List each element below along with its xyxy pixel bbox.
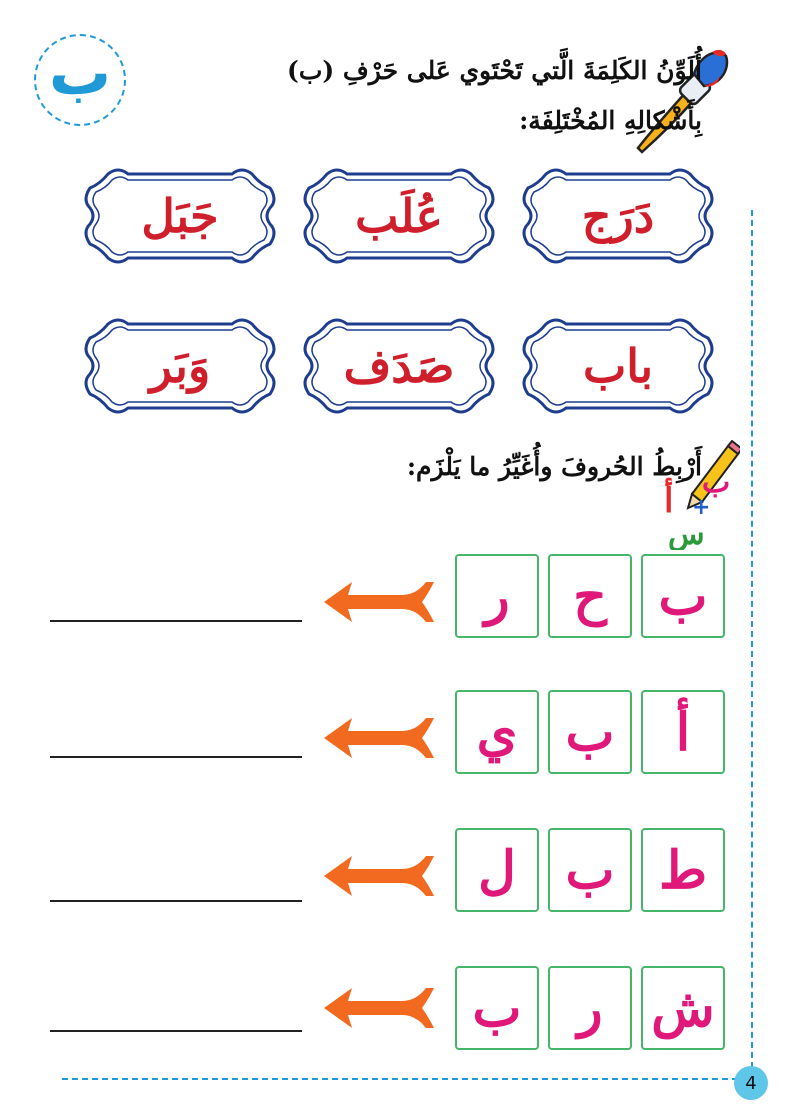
instruction-connect-letters: أَرْبِطُ الحُروفَ وأُغَيِّرُ ما يَلْزَم: xyxy=(406,452,702,481)
word-card[interactable] xyxy=(520,166,716,266)
arrow-left-icon xyxy=(322,854,434,898)
answer-line[interactable] xyxy=(50,1030,302,1032)
word-card[interactable] xyxy=(82,166,278,266)
word-text: دَرَج xyxy=(581,189,655,243)
horizontal-dashed-guide xyxy=(62,1078,738,1080)
word-card[interactable] xyxy=(520,316,716,416)
word-card[interactable] xyxy=(82,316,278,416)
letter-box: ب xyxy=(548,690,632,774)
pencil-letter-3: أ xyxy=(664,481,674,521)
answer-line[interactable] xyxy=(50,900,302,902)
letter-box: ط xyxy=(641,828,725,912)
letter-badge-text: ب xyxy=(48,36,112,109)
pencil-letter-4: س xyxy=(668,517,705,550)
instruction-color-words-cont: بِأَشْكالِهِ المُخْتَلِفَة: xyxy=(519,106,702,135)
answer-line[interactable] xyxy=(50,620,302,622)
word-text: وَبَر xyxy=(149,339,211,393)
letter-box: ش xyxy=(641,966,725,1050)
arrow-left-icon xyxy=(322,986,434,1030)
pencil-letter-2: + xyxy=(692,495,711,520)
letter-badge xyxy=(34,34,126,126)
word-text: جَبَل xyxy=(141,189,219,243)
vertical-dashed-guide xyxy=(751,210,753,1068)
letter-box: ر xyxy=(455,554,539,638)
arrow-left-icon xyxy=(322,580,434,624)
letter-box: ح xyxy=(548,554,632,638)
letter-box: ب xyxy=(455,966,539,1050)
letter-box: ب xyxy=(548,828,632,912)
answer-line[interactable] xyxy=(50,756,302,758)
instruction-color-words: أُلَوِّنُ الكَلِمَةَ الَّتي تَحْتَوي عَلى حَرْفِ (ب) xyxy=(286,56,702,85)
pencil-letter-1: ب xyxy=(702,465,731,500)
letter-box: ل xyxy=(455,828,539,912)
letter-box: ر xyxy=(548,966,632,1050)
letter-box: ي xyxy=(455,690,539,774)
word-card[interactable] xyxy=(301,316,497,416)
letter-box: أ xyxy=(641,690,725,774)
arrow-left-icon xyxy=(322,716,434,760)
word-text: صَدَف xyxy=(343,339,455,393)
letter-box: ب xyxy=(641,554,725,638)
word-card[interactable] xyxy=(301,166,497,266)
word-text: باب xyxy=(582,339,654,393)
word-text: عُلَب xyxy=(355,189,443,243)
page-number: 4 xyxy=(734,1066,768,1100)
